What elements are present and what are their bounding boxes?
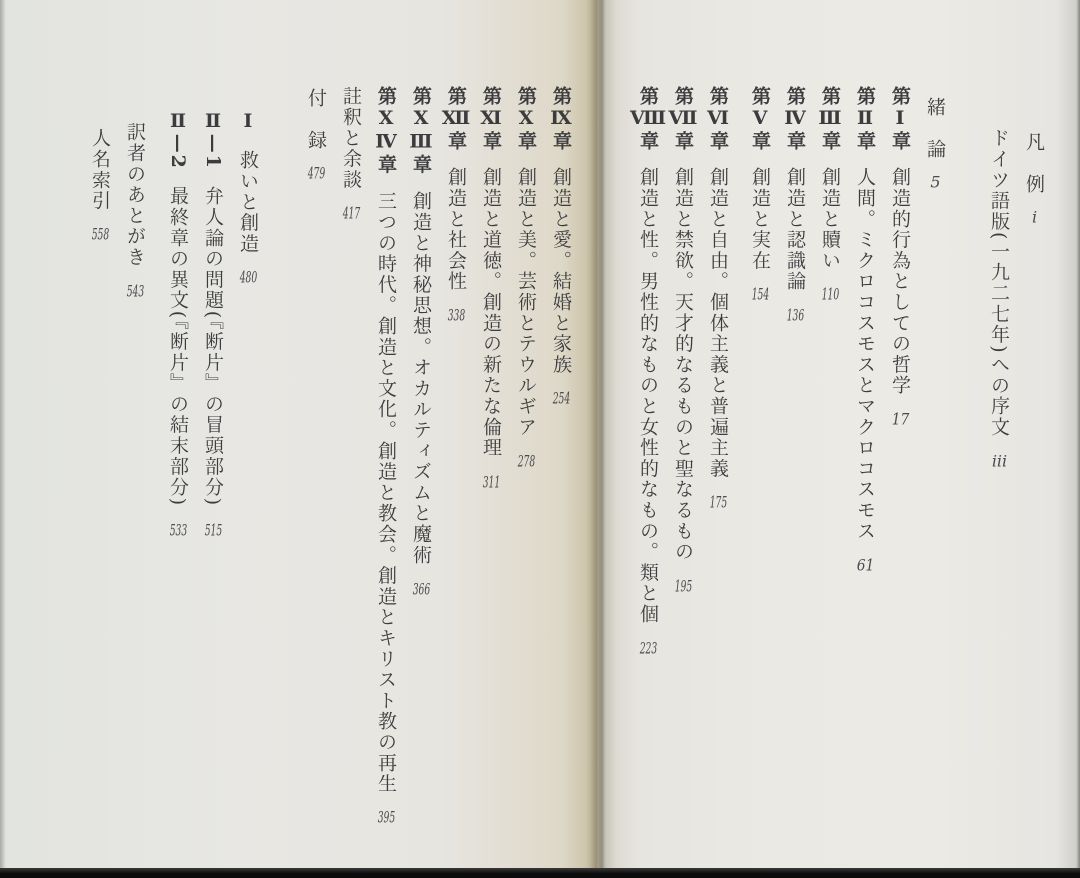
chapter-label: 第Ⅷ章 (637, 86, 659, 152)
toc-entry-appendix-2-2 (166, 86, 190, 870)
page-number: 254 (552, 390, 571, 407)
page-number: 417 (342, 205, 361, 221)
right-page-toc (625, 86, 1046, 862)
section-title: 註釈と余談 (340, 86, 362, 190)
chapter-title: 創造と道徳。創造の新たな倫理 (480, 167, 502, 459)
page-number: 558 (91, 226, 110, 243)
chapter-title: 創造と認識論 (784, 167, 806, 293)
page-number: 515 (204, 521, 223, 538)
chapter-title: 創造と美。芸術とテウルギア (515, 167, 537, 438)
section-title: 訳者のあとがき (124, 122, 146, 268)
page-number: 61 (856, 556, 875, 573)
chapter-label: 第Ⅻ章 (445, 86, 467, 152)
chapter-label: 第Ⅱ章 (854, 86, 876, 152)
chapter-title: 創造と贖い (819, 167, 841, 272)
chapter-label: 第Ⅵ章 (707, 86, 729, 152)
toc-entry-ch8 (636, 86, 660, 862)
toc-entry-appendix-1 (236, 86, 260, 870)
chapter-label: 第Ⅲ章 (819, 86, 841, 152)
chapter-title: 創造と自由。個体主義と普遍主義 (707, 167, 729, 480)
toc-entry-ch9 (549, 86, 573, 870)
toc-entry-afterword (123, 86, 147, 870)
toc-entry-name-index (88, 86, 112, 870)
appendix-title: 弁人論の問題(『断片』の冒頭部分) (202, 185, 224, 507)
chapter-title: 創造的行為としての哲学 (889, 167, 911, 397)
page-number: 278 (517, 452, 536, 469)
section-title: 人名索引 (89, 128, 111, 212)
toc-entry-german-preface (987, 86, 1011, 862)
page-bottom-edge (0, 868, 1080, 878)
chapter-label: 第Ⅳ章 (784, 86, 806, 152)
page-number: 195 (674, 577, 693, 594)
page-number: 5 (930, 174, 941, 191)
chapter-title: 三つの時代。創造と文化。創造と教会。創造とキリスト教の再生 (375, 191, 397, 795)
chapter-title: 創造と神秘思想。オカルティズムと魔術 (410, 191, 432, 566)
page-number: 154 (751, 286, 770, 303)
toc-entry-ch13 (409, 86, 433, 870)
appendix-label: Ⅱ—1 (202, 110, 224, 170)
chapter-label: 第Ⅴ章 (749, 86, 771, 152)
chapter-label: 第ⅩⅣ章 (375, 86, 397, 176)
chapter-label: 第Ⅶ章 (672, 86, 694, 152)
chapter-title: 創造と禁欲。天才的なるものと聖なるもの (672, 167, 694, 563)
toc-entry-ch14 (374, 86, 398, 870)
page-number: iii (991, 452, 1008, 469)
chapter-title: 創造と性。男性的なものと女性的なもの。類と個 (637, 167, 659, 626)
section-title: 付 録 (305, 88, 327, 151)
page-number: 479 (307, 165, 326, 182)
toc-entry-appendix (304, 86, 328, 870)
toc-entry-ch10 (514, 86, 538, 870)
appendix-label: Ⅰ (237, 110, 259, 134)
chapter-title: 創造と愛。結婚と家族 (550, 167, 572, 376)
chapter-label: 第Ⅸ章 (550, 86, 572, 152)
section-title: 凡 例 (1023, 132, 1045, 195)
page-number: 395 (377, 809, 396, 826)
appendix-label: Ⅱ—2 (167, 110, 189, 170)
chapter-label: 第ⅩⅢ章 (410, 86, 432, 176)
page-number: 533 (169, 521, 188, 538)
page-number: 136 (786, 307, 805, 324)
appendix-title: 最終章の異文(『断片』の結末部分) (167, 185, 189, 507)
toc-entry-ch11 (479, 86, 503, 870)
page-number: 366 (412, 580, 431, 597)
section-title: ドイツ語版(一九二七年)への序文 (988, 128, 1010, 438)
toc-entry-ch12 (444, 86, 468, 870)
left-page-toc (77, 86, 573, 870)
toc-entry-ch4 (783, 86, 807, 862)
section-title: 緒 論 (924, 97, 946, 160)
toc-entry-ch3 (818, 86, 842, 862)
page-number: 223 (639, 640, 658, 657)
chapter-label: 第Ⅺ章 (480, 86, 502, 152)
page-number: 338 (447, 307, 466, 324)
toc-entry-ch1 (888, 86, 912, 862)
toc-entry-notes (339, 86, 363, 870)
chapter-title: 創造と社会性 (445, 167, 467, 293)
toc-entry-ch5 (748, 86, 772, 862)
right-page (597, 0, 1080, 868)
toc-entry-introduction (923, 86, 947, 862)
page-number: i (1031, 209, 1038, 226)
chapter-title: 創造と実在 (749, 167, 771, 272)
chapter-title: 人間。ミクロコスモスとマクロコスモス (854, 167, 876, 542)
page-number: 543 (126, 282, 145, 299)
appendix-title: 救いと創造 (237, 149, 259, 254)
page-number: 110 (821, 286, 840, 303)
toc-entry-ch2 (853, 86, 877, 862)
toc-entry-ch7 (671, 86, 695, 862)
toc-entry-hanrei (1022, 86, 1046, 862)
page-number: 17 (891, 411, 910, 428)
page-number: 480 (239, 268, 258, 285)
chapter-label: 第Ⅰ章 (889, 86, 911, 152)
page-number: 175 (709, 494, 728, 511)
toc-entry-ch6 (706, 86, 730, 862)
chapter-label: 第Ⅹ章 (515, 86, 537, 152)
toc-entry-appendix-2-1 (201, 86, 225, 870)
page-number: 311 (482, 473, 501, 490)
